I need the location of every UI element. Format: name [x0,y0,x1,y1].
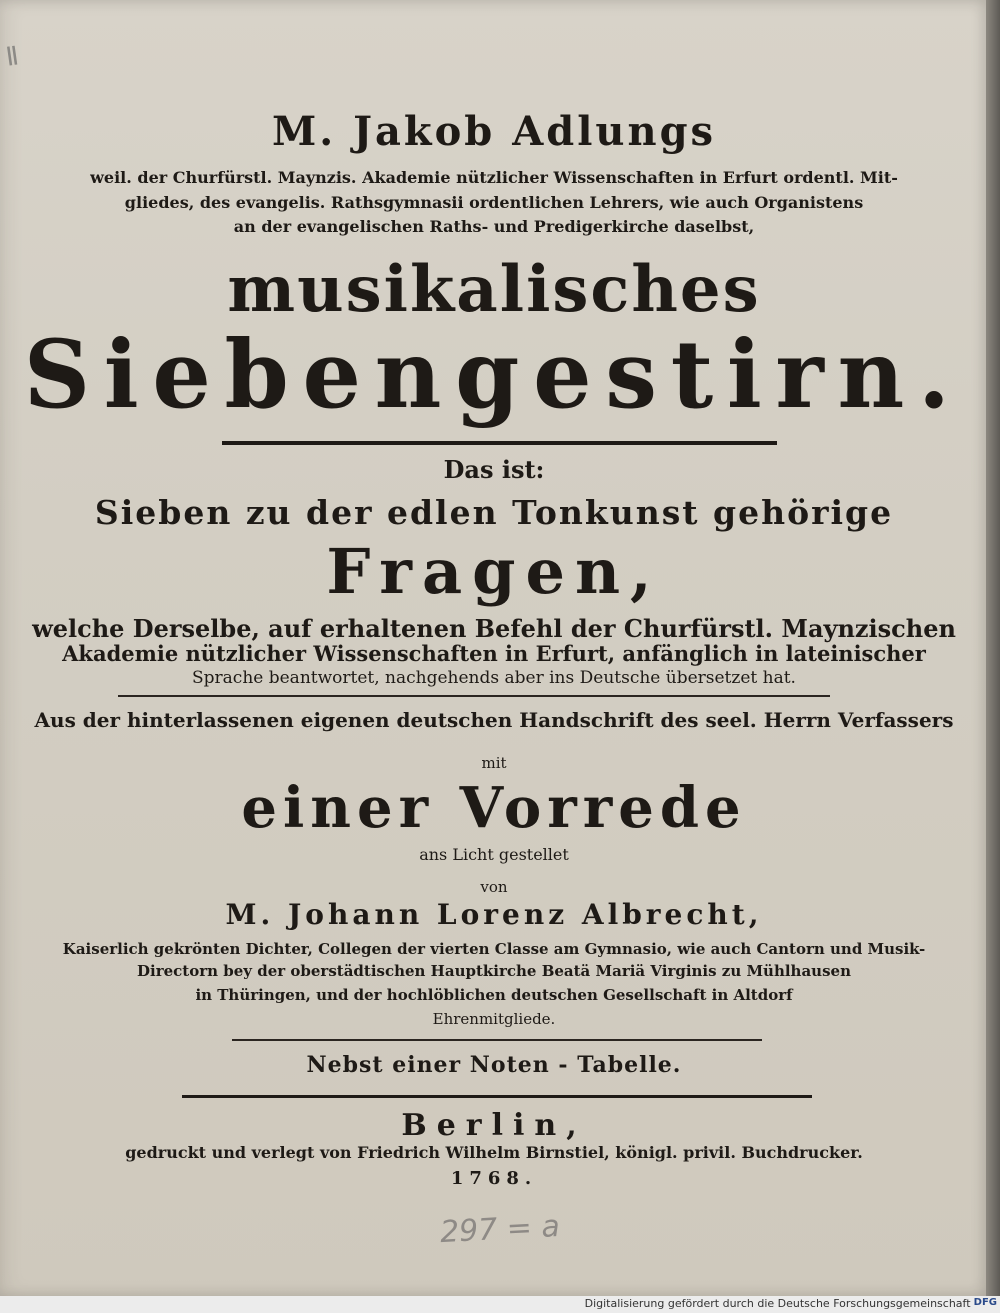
subtitle-line-2: Fragen, [326,535,662,608]
author-desc-line-2: gliedes, des evangelis. Rathsgymnasii ordentlichen Lehrers, wie auch Organistens [124,193,864,212]
author-desc-line-1: weil. der Churfürstl. Maynzis. Akademie nützlicher Wissenschaften in Erfurt ordentl. Mit- [90,168,898,187]
editor-desc-line-4: Ehrenmitgliede. [432,1010,556,1028]
title-line-2: Siebengestirn. [23,320,964,430]
divider-rule [182,1095,812,1098]
year-line: 1768. [450,1168,538,1189]
footer-credit: Digitalisierung gefördert durch die Deutsche Forschungsgemeinschaft - [584,1297,978,1310]
description-line-3: Sprache beantwortet, nachgehends aber ins Deutsche übersetzet hat. [192,668,796,688]
page-edge [986,0,1000,1296]
margin-note: Ⅱ [3,41,21,73]
description-line-2: Akademie nützlicher Wissenschaften in Erfurt, anfänglich in lateinischer [62,641,926,666]
editor-desc-line-1: Kaiserlich gekrönten Dichter, Collegen der vierten Classe am Gymnasio, wie auch Cantorn und Musik- [62,940,926,958]
divider-rule [118,695,830,697]
editor-line: M. Johann Lorenz Albrecht, [225,898,763,931]
editor-desc-line-3: in Thüringen, und der hochlöblichen deutschen Gesellschaft in Altdorf [195,986,793,1004]
vorrede-line: einer Vorrede [241,775,747,841]
printer-line: gedruckt und verlegt von Friedrich Wilhelm Birnstiel, königl. privil. Buchdrucker. [125,1143,863,1162]
description-line-1: welche Derselbe, auf erhaltenen Befehl der Churfürstl. Maynzischen [32,614,956,643]
divider-rule [232,1039,762,1041]
place-line: Berlin, [401,1108,587,1143]
source-line: Aus der hinterlassenen eigenen deutschen Handschrift des seel. Herrn Verfassers [34,708,954,732]
subtitle-line-1: Sieben zu der edlen Tonkunst gehörige [94,493,894,532]
author-desc-line-3: an der evangelischen Raths- und Predigerkirche daselbst, [233,217,755,236]
ans-licht-line: ans Licht gestellet [419,845,569,864]
mit-line: mit [481,754,507,772]
title-line-1: musikalisches [227,252,761,327]
das-ist-line: Das ist: [443,455,545,484]
von-line: von [480,878,508,896]
supplement-line: Nebst einer Noten - Tabelle. [306,1052,682,1078]
shelfmark-note: 297 = a [439,1208,561,1251]
editor-desc-line-2: Directorn bey der oberstädtischen Hauptkirche Beatä Mariä Virginis zu Mühlhausen [137,962,851,980]
dfg-logo: DFG [973,1297,997,1308]
author-line: M. Jakob Adlungs [271,108,717,155]
divider-rule [222,441,777,445]
